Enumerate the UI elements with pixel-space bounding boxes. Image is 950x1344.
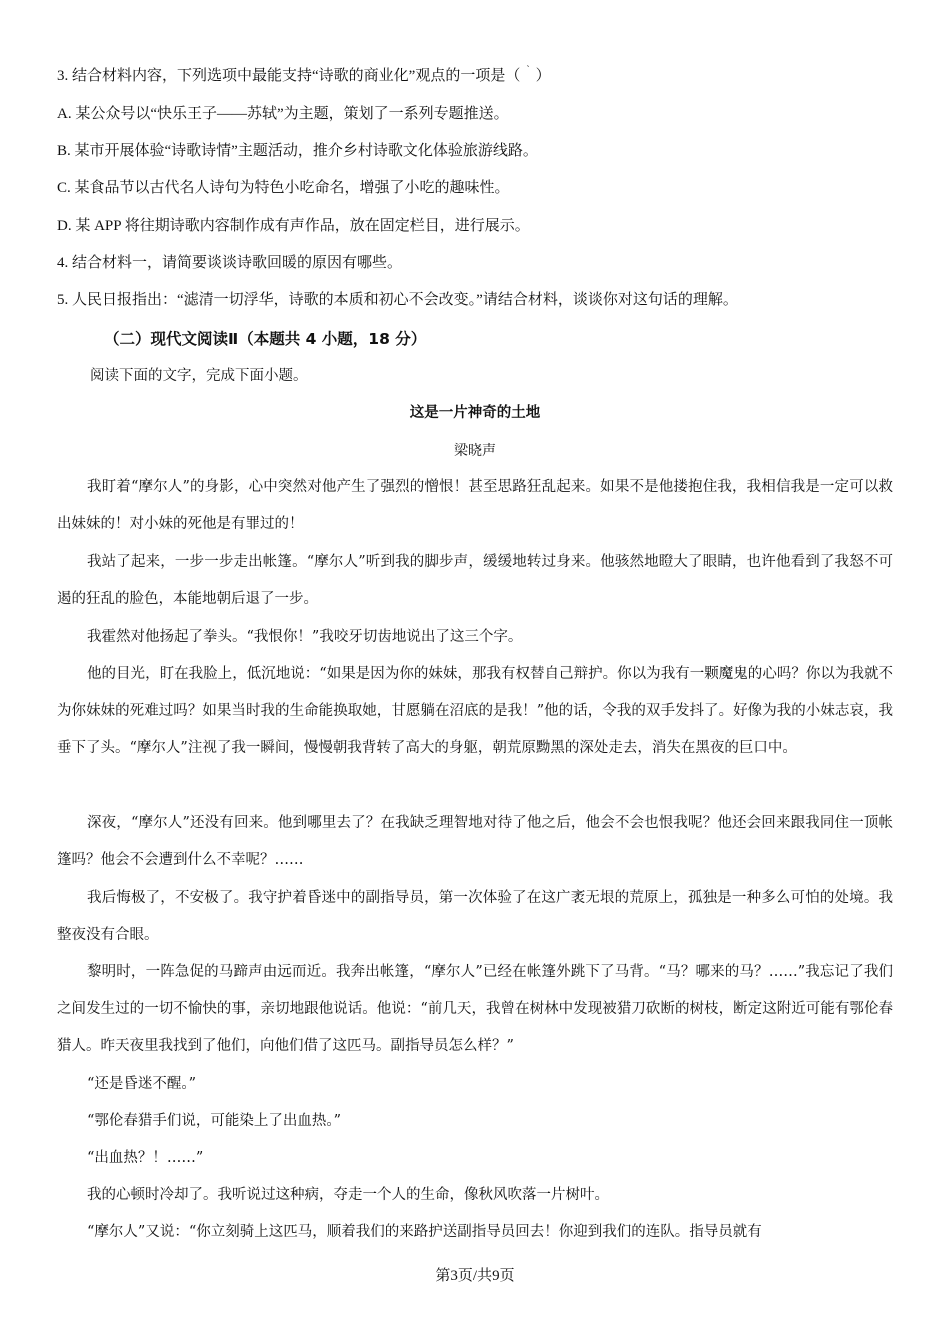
article-paragraph-9: “鄂伦春猎手们说，可能染上了出血热。”	[87, 1113, 342, 1129]
article-title: 这是一片神奇的土地	[409, 404, 541, 421]
option-b: B. 某市开展体验“诗歌诗情”主题活动，推介乡村诗歌文化体验旅游线路。	[57, 143, 538, 159]
article-paragraph-10: “出血热？！……”	[87, 1150, 204, 1166]
question-3-text: 3. 结合材料内容，下列选项中最能支持“诗歌的商业化”观点的一项是（	[57, 68, 521, 84]
article-paragraph-3: 我霍然对他扬起了拳头。“我恨你！”我咬牙切齿地说出了这三个字。	[87, 629, 523, 645]
article-paragraph-4: 他的目光，盯在我脸上，低沉地说：“如果是因为你的妹妹，那我有权替自己辩护。你以为我有一颗魔鬼的心吗？你以为我就不为你妹妹的死难过吗？如果当时我的生命能换取她，甘愿躺在沼底的是我！”他的话，令我的双手发抖了。好像为我的小妹志哀，我垂下了头。“摩尔人”注视了我一瞬间，慢慢朝我背转了高大的身躯，朝荒原黝黑的深处走去，消失在黑夜的巨口中。	[57, 666, 893, 756]
option-c: C. 某食品节以古代名人诗句为特色小吃命名，增强了小吃的趣味性。	[57, 180, 510, 196]
article-paragraph-2: 我站了起来，一步一步走出帐篷。“摩尔人”听到我的脚步声，缓缓地转过身来。他骇然地瞪大了眼睛，也许他看到了我怒不可遏的狂乱的脸色，本能地朝后退了一步。	[57, 554, 893, 607]
article-paragraph-7: 黎明时，一阵急促的马蹄声由远而近。我奔出帐篷，“摩尔人”已经在帐篷外跳下了马背。“马？哪来的马？……”我忘记了我们之间发生过的一切不愉快的事，亲切地跟他说话。他说：“前几天，我曾在树林中发现被猎刀砍断的树枝，断定这附近可能有鄂伦春猎人。昨天夜里我找到了他们，向他们借了这匹马。副指导员怎么样？”	[57, 964, 893, 1054]
option-d: D. 某 APP 将往期诗歌内容制作成有声作品，放在固定栏目，进行展示。	[57, 218, 530, 234]
section-title: （二）现代文阅读Ⅱ（本题共 4 小题，18 分）	[104, 330, 427, 348]
article-paragraph-12: “摩尔人”又说：“你立刻骑上这匹马，顺着我们的来路护送副指导员回去！你迎到我们的连队。指导员就有	[87, 1224, 762, 1240]
article-paragraph-8: “还是昏迷不醒。”	[87, 1076, 197, 1092]
article-paragraph-11: 我的心顿时冷却了。我听说过这种病，夺走一个人的生命，像秋风吹落一片树叶。	[87, 1187, 609, 1203]
question-5: 5. 人民日报指出：“滤清一切浮华，诗歌的本质和初心不会改变。”请结合材料，谈谈你对这句话的理解。	[57, 292, 738, 308]
question-3-close: ）	[535, 68, 551, 84]
article-paragraph-6: 我后悔极了，不安极了。我守护着昏迷中的副指导员，第一次体验了在这广袤无垠的荒原上，孤独是一种多么可怕的处境。我整夜没有合眼。	[57, 890, 893, 943]
article-paragraph-1: 我盯着“摩尔人”的身影，心中突然对他产生了强烈的憎恨！甚至思路狂乱起来。如果不是他搂抱住我，我相信我是一定可以救出妹妹的！对小妹的死他是有罪过的！	[57, 479, 893, 532]
question-3	[57, 66, 917, 88]
article-paragraph-5: 深夜，“摩尔人”还没有回来。他到哪里去了？在我缺乏理智地对待了他之后，他会不会也恨我呢？他还会回来跟我同住一顶帐篷吗？他会不会遭到什么不幸呢？……	[57, 815, 893, 868]
answer-tick-mark: ˋ	[526, 65, 530, 76]
option-a: A. 某公众号以“快乐王子——苏轼”为主题，策划了一系列专题推送。	[57, 106, 509, 122]
question-4: 4. 结合材料一，请简要谈谈诗歌回暖的原因有哪些。	[57, 255, 403, 271]
page-number-footer: 第3页/共9页	[435, 1268, 515, 1284]
reading-instruction: 阅读下面的文字，完成下面小题。	[90, 368, 308, 384]
article-author: 梁晓声	[454, 443, 496, 459]
